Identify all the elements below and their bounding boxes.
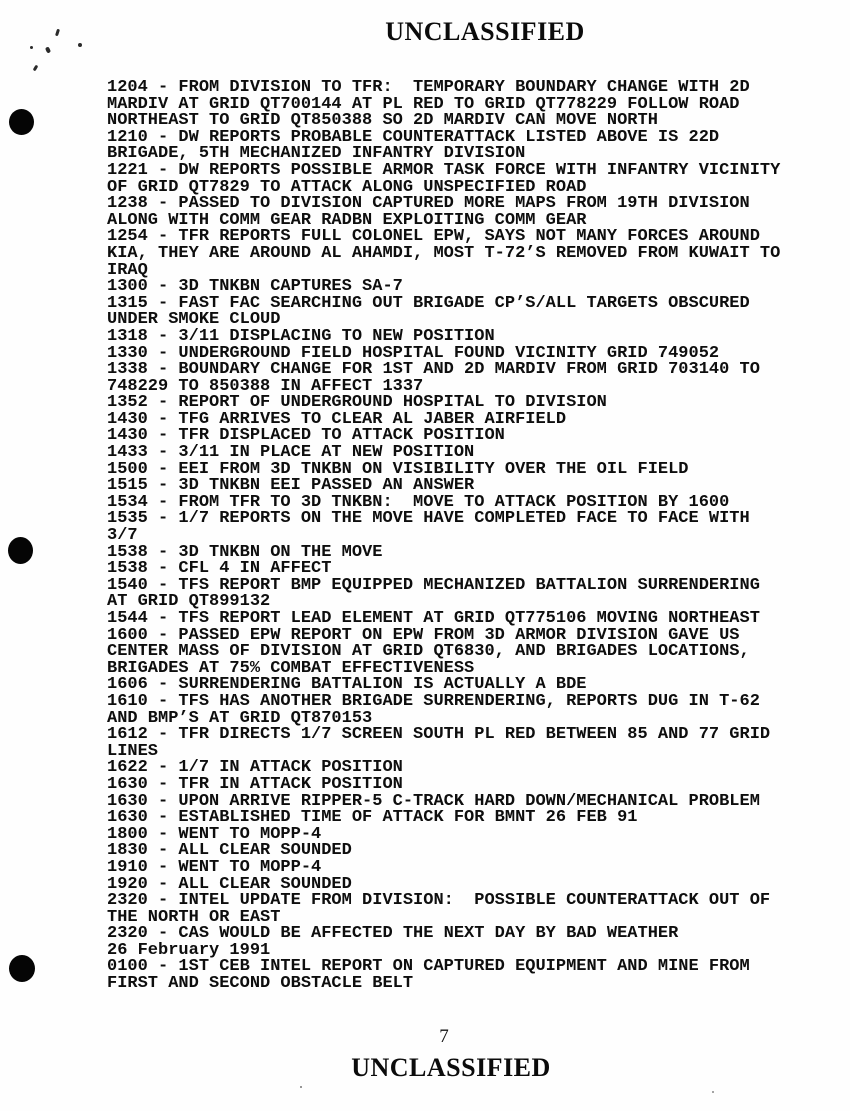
pen-mark — [33, 65, 39, 72]
log-line: 1630 - TFR IN ATTACK POSITION — [107, 774, 403, 794]
log-line: 1830 - ALL CLEAR SOUNDED — [107, 841, 352, 861]
log-line: 1221 - DW REPORTS POSSIBLE ARMOR TASK FORCE WITH INFANTRY VICINITY — [107, 160, 781, 180]
log-line: AT GRID QT899132 — [107, 592, 271, 612]
log-line: BRIGADES AT 75% COMBAT EFFECTIVENESS — [107, 658, 475, 678]
log-line: LINES — [107, 741, 159, 761]
pen-mark — [78, 43, 82, 47]
log-line: ALONG WITH COMM GEAR RADBN EXPLOITING COMM GEAR — [107, 210, 587, 230]
log-line: FIRST AND SECOND OBSTACLE BELT — [107, 974, 414, 994]
log-line: 1300 - 3D TNKBN CAPTURES SA-7 — [107, 277, 403, 297]
log-line: 1204 - FROM DIVISION TO TFR: TEMPORARY BOUNDARY CHANGE WITH 2D — [107, 78, 750, 97]
pen-mark — [30, 46, 33, 49]
log-line: 1433 - 3/11 IN PLACE AT NEW POSITION — [107, 443, 475, 463]
scan-speck — [712, 1091, 714, 1093]
log-line: 1500 - EEI FROM 3D TNKBN ON VISIBILITY OVER THE OIL FIELD — [107, 459, 689, 479]
log-line: NORTHEAST TO GRID QT850388 SO 2D MARDIV CAN MOVE NORTH — [107, 111, 658, 131]
log-line: KIA, THEY ARE AROUND AL AHAMDI, MOST T-72’S REMOVED FROM KUWAIT TO — [107, 243, 781, 263]
log-line: 1534 - FROM TFR TO 3D TNKBN: MOVE TO ATTACK POSITION BY 1600 — [107, 492, 730, 512]
log-line: 2320 - INTEL UPDATE FROM DIVISION: POSSIBLE COUNTERATTACK OUT OF — [107, 891, 771, 911]
header-classification-banner: UNCLASSIFIED — [385, 17, 585, 46]
log-line: CENTER MASS OF DIVISION AT GRID QT6830, AND BRIGADES LOCATIONS, — [107, 642, 750, 662]
scan-speck — [300, 1086, 302, 1088]
log-line: 1606 - SURRENDERING BATTALION IS ACTUALLY A BDE — [107, 675, 587, 695]
log-line: AND BMP’S AT GRID QT870153 — [107, 708, 373, 728]
log-line: 1612 - TFR DIRECTS 1/7 SCREEN SOUTH PL RED BETWEEN 85 AND 77 GRID — [107, 725, 771, 745]
hole-punch-mark — [9, 955, 35, 982]
log-line: 1535 - 1/7 REPORTS ON THE MOVE HAVE COMPLETED FACE TO FACE WITH — [107, 509, 750, 529]
hole-punch-mark — [8, 537, 33, 564]
log-line: 1544 - TFS REPORT LEAD ELEMENT AT GRID QT775106 MOVING NORTHEAST — [107, 609, 760, 628]
log-line: 1254 - TFR REPORTS FULL COLONEL EPW, SAYS NOT MANY FORCES AROUND — [107, 227, 760, 247]
log-line: 748229 TO 850388 IN AFFECT 1337 — [107, 376, 424, 396]
log-line: 1610 - TFS HAS ANOTHER BRIGADE SURRENDERING, REPORTS DUG IN T-62 — [107, 691, 760, 711]
log-line: THE NORTH OR EAST — [107, 907, 281, 927]
log-line: 1800 - WENT TO MOPP-4 — [107, 824, 322, 844]
log-line: 1538 - CFL 4 IN AFFECT — [107, 559, 332, 579]
hole-punch-mark — [9, 109, 34, 135]
log-line: IRAQ — [107, 260, 148, 280]
log-line: 1630 - UPON ARRIVE RIPPER-5 C-TRACK HARD DOWN/MECHANICAL PROBLEM — [107, 791, 760, 811]
log-line: 1210 - DW REPORTS PROBABLE COUNTERATTACK LISTED ABOVE IS 22D — [107, 127, 720, 147]
pen-mark — [45, 46, 51, 53]
log-line: 1338 - BOUNDARY CHANGE FOR 1ST AND 2D MARDIV FROM GRID 703140 TO — [107, 360, 760, 380]
log-line: 1318 - 3/11 DISPLACING TO NEW POSITION — [107, 326, 495, 346]
log-line: 1622 - 1/7 IN ATTACK POSITION — [107, 758, 403, 778]
log-line: 1515 - 3D TNKBN EEI PASSED AN ANSWER — [107, 476, 475, 496]
log-line: 1538 - 3D TNKBN ON THE MOVE — [107, 542, 383, 562]
log-line: 1330 - UNDERGROUND FIELD HOSPITAL FOUND VICINITY GRID 749052 — [107, 343, 720, 363]
pen-mark — [55, 29, 60, 37]
log-line: 1910 - WENT TO MOPP-4 — [107, 857, 322, 877]
log-line: BRIGADE, 5TH MECHANIZED INFANTRY DIVISION — [107, 144, 526, 164]
log-line: 0100 - 1ST CEB INTEL REPORT ON CAPTURED EQUIPMENT AND MINE FROM — [107, 957, 750, 977]
log-line: 1352 - REPORT OF UNDERGROUND HOSPITAL TO DIVISION — [107, 393, 607, 413]
page-number: 7 — [439, 1026, 449, 1047]
log-line: 1430 - TFG ARRIVES TO CLEAR AL JABER AIRFIELD — [107, 409, 567, 429]
log-line: UNDER SMOKE CLOUD — [107, 310, 281, 330]
log-line: 1630 - ESTABLISHED TIME OF ATTACK FOR BMNT 26 FEB 91 — [107, 808, 638, 828]
log-line: 1540 - TFS REPORT BMP EQUIPPED MECHANIZED BATTALION SURRENDERING — [107, 575, 760, 595]
log-line: 1315 - FAST FAC SEARCHING OUT BRIGADE CP’S/ALL TARGETS OBSCURED — [107, 293, 750, 313]
footer-classification-banner: UNCLASSIFIED — [351, 1053, 551, 1082]
log-line: MARDIV AT GRID QT700144 AT PL RED TO GRID QT778229 FOLLOW ROAD — [107, 94, 740, 114]
log-line: 1238 - PASSED TO DIVISION CAPTURED MORE MAPS FROM 19TH DIVISION — [107, 194, 750, 214]
log-line: 1920 - ALL CLEAR SOUNDED — [107, 874, 352, 894]
log-line: 1600 - PASSED EPW REPORT ON EPW FROM 3D ARMOR DIVISION GAVE US — [107, 625, 740, 645]
command-chronology-log — [107, 80, 780, 993]
log-line: 2320 - CAS WOULD BE AFFECTED THE NEXT DAY BY BAD WEATHER — [107, 924, 679, 944]
log-line: 26 February 1991 — [107, 940, 271, 960]
log-line: 1430 - TFR DISPLACED TO ATTACK POSITION — [107, 426, 505, 446]
log-line: 3/7 — [107, 526, 138, 546]
log-line: OF GRID QT7829 TO ATTACK ALONG UNSPECIFIED ROAD — [107, 177, 587, 197]
